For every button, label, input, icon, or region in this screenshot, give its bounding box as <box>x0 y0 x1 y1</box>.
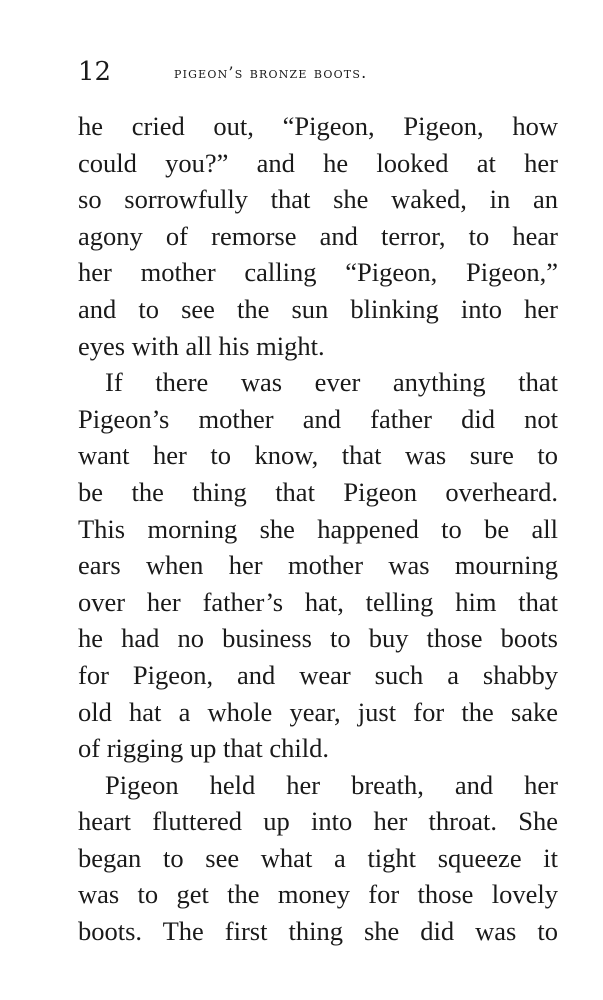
text-line: heart fluttered up into her throat. She <box>78 806 558 837</box>
body-text <box>78 108 558 950</box>
text-line: for Pigeon, and wear such a shabby <box>78 659 558 690</box>
page-number: 12 <box>78 57 112 87</box>
text-line: want her to know, that was sure to <box>78 440 558 471</box>
text-line: be the thing that Pigeon overheard. <box>78 476 558 507</box>
page-header <box>78 54 558 90</box>
text-line: over her father’s hat, telling him that <box>78 586 558 617</box>
text-line: boots. The first thing she did was to <box>78 916 558 947</box>
text-line: ears when her mother was mourning <box>78 550 558 581</box>
text-line: so sorrowfully that she waked, in an <box>78 184 558 215</box>
text-line: agony of remorse and terror, to hear <box>78 220 558 251</box>
text-line: eyes with all his might. <box>78 330 325 361</box>
text-line: began to see what a tight squeeze it <box>78 842 558 873</box>
text-line: old hat a whole year, just for the sake <box>78 696 558 727</box>
text-line: of rigging up that child. <box>78 733 329 764</box>
text-line: Pigeon’s mother and father did not <box>78 403 558 434</box>
text-line: he cried out, “Pigeon, Pigeon, how <box>78 111 558 141</box>
text-line: This morning she happened to be all <box>78 513 558 544</box>
text-line: Pigeon held her breath, and her <box>105 769 558 800</box>
text-line: could you?” and he looked at her <box>78 147 558 178</box>
text-line: her mother calling “Pigeon, Pigeon,” <box>78 257 558 288</box>
text-line: was to get the money for those lovely <box>78 879 558 910</box>
text-line: If there was ever anything that <box>105 367 558 398</box>
text-line: he had no business to buy those boots <box>78 623 558 654</box>
running-title: pigeon’s bronze boots. <box>174 63 368 82</box>
text-line: and to see the sun blinking into her <box>78 293 558 324</box>
